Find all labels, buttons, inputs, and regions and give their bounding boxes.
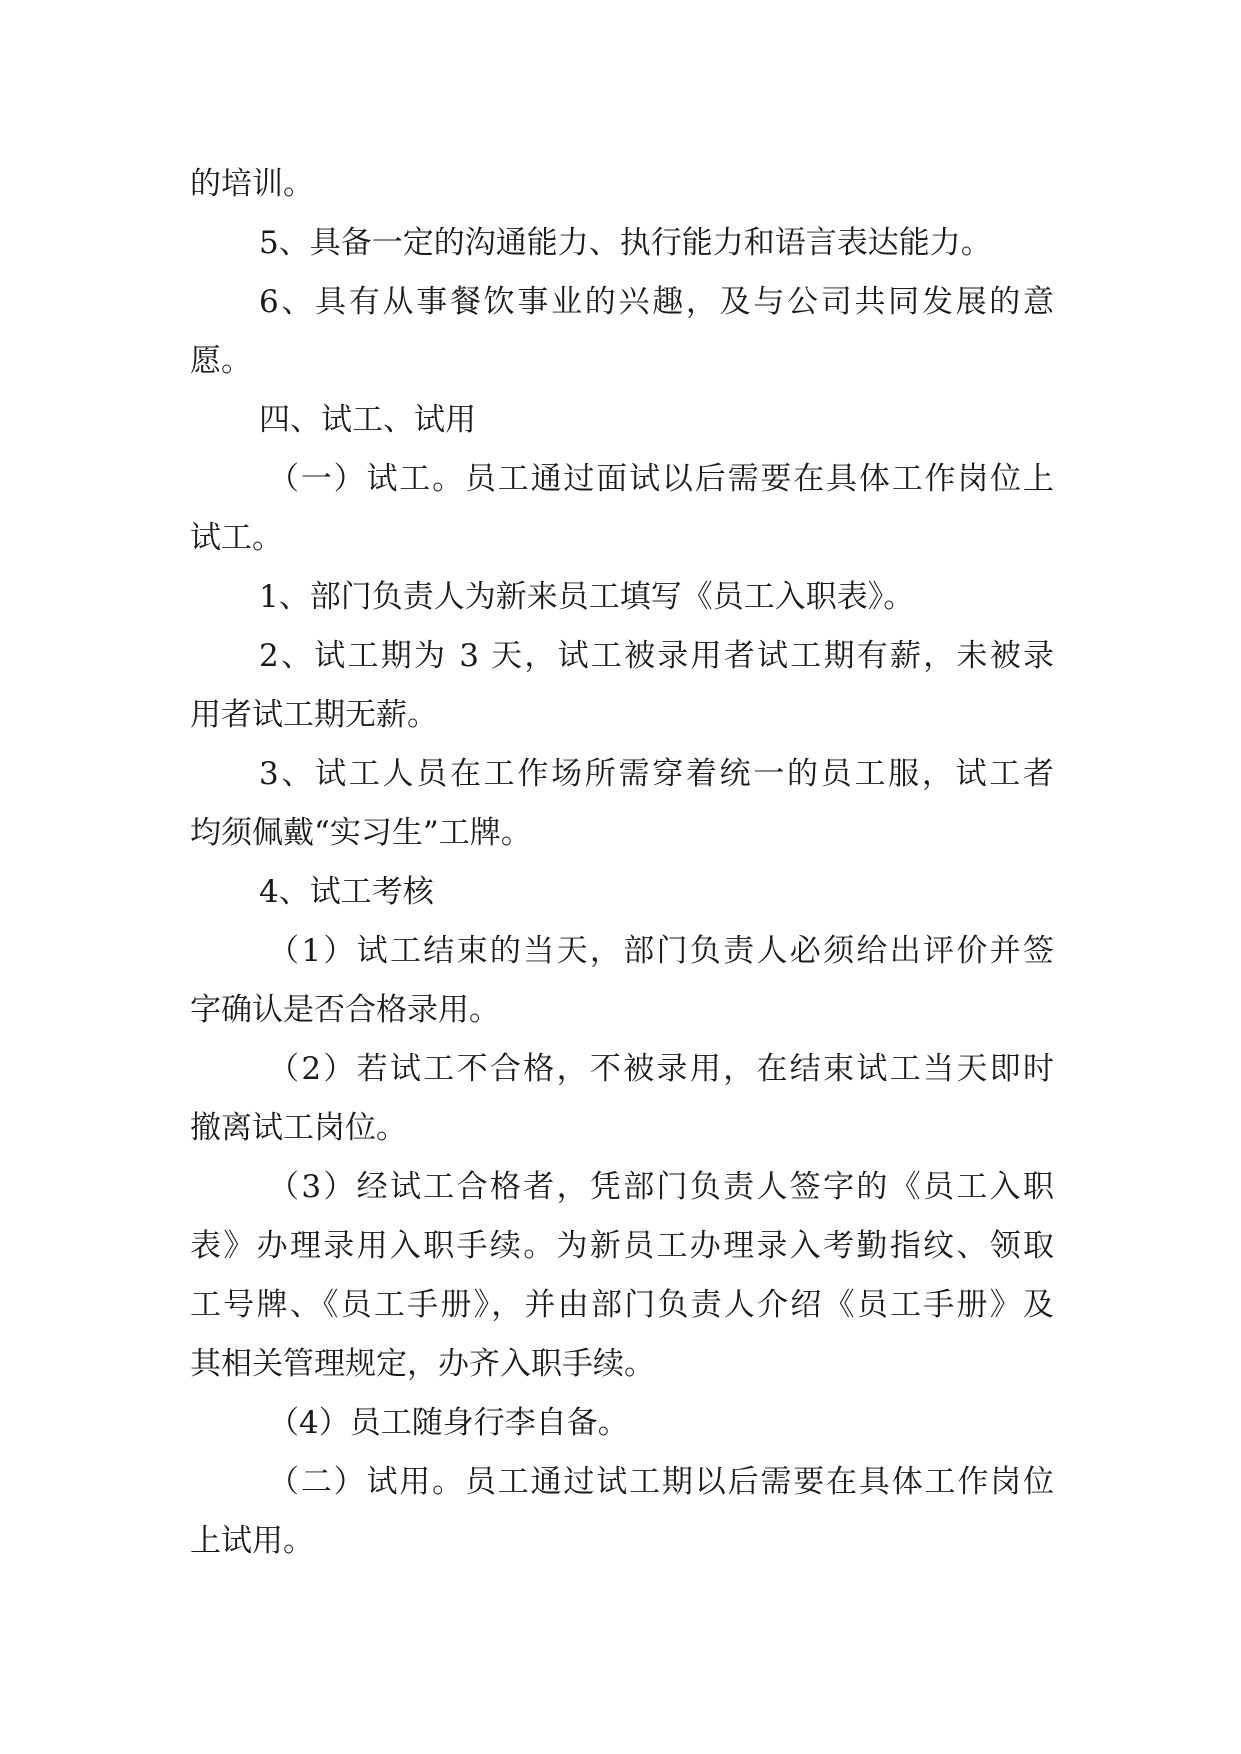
text-line: 工号牌、《员工手册》，并由部门负责人介绍《员工手册》及 (190, 1287, 1054, 1323)
text-line: （3）经试工合格者，凭部门负责人签字的《员工入职 (268, 1169, 1054, 1205)
text-line: 4、试工考核 (259, 874, 434, 910)
text-line: 1、部门负责人为新来员工填写《员工入职表》。 (259, 579, 915, 615)
text-line: 愿。 (190, 343, 252, 379)
text-line: 表》办理录用入职手续。为新员工办理录入考勤指纹、领取 (190, 1228, 1054, 1264)
text-line: 3、试工人员在工作场所需穿着统一的员工服，试工者 (259, 756, 1054, 792)
text-line: 撤离试工岗位。 (190, 1110, 407, 1146)
text-line: 字确认是否合格录用。 (190, 992, 500, 1028)
section-heading: 四、试工、试用 (259, 402, 476, 438)
text-line: （1）试工结束的当天，部门负责人必须给出评价并签 (268, 933, 1054, 969)
text-line: 均须佩戴“实习生”工牌。 (190, 815, 532, 851)
text-line: 试工。 (190, 520, 283, 556)
text-line: 用者试工期无薪。 (190, 697, 438, 733)
text-line: 5、具备一定的沟通能力、执行能力和语言表达能力。 (259, 225, 992, 261)
text-line: 其相关管理规定，办齐入职手续。 (190, 1346, 655, 1382)
text-line: （2）若试工不合格，不被录用，在结束试工当天即时 (268, 1051, 1054, 1087)
text-line: 6、具有从事餐饮事业的兴趣，及与公司共同发展的意 (259, 284, 1054, 320)
text-line: 的培训。 (190, 166, 314, 202)
subsection-heading: （一）试工。员工通过面试以后需要在具体工作岗位上 (268, 461, 1054, 497)
subsection-heading: （二）试用。员工通过试工期以后需要在具体工作岗位 (268, 1464, 1054, 1500)
text-line: 2、试工期为 3 天，试工被录用者试工期有薪，未被录 (259, 638, 1054, 674)
text-line: 上试用。 (190, 1523, 314, 1559)
text-line: （4）员工随身行李自备。 (268, 1405, 629, 1441)
